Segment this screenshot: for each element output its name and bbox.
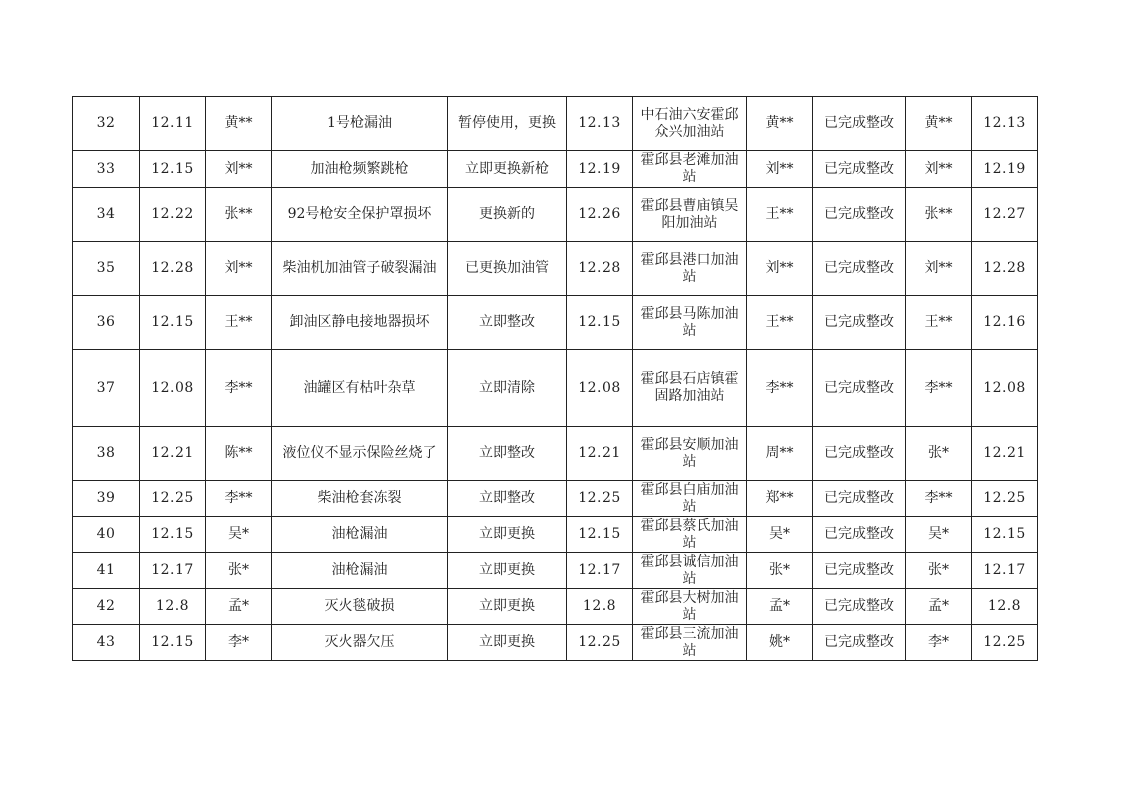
status-cell: 已完成整改 [813, 296, 906, 350]
inspector-cell: 刘** [206, 242, 272, 296]
checker-cell: 孟* [906, 589, 972, 625]
measure-cell: 暂停使用，更换 [448, 97, 567, 151]
row-number-cell: 32 [73, 97, 140, 151]
station-cell: 霍邱县白庙加油站 [633, 481, 747, 517]
completion-date-cell: 12.16 [972, 296, 1038, 350]
deadline-cell: 12.15 [567, 296, 633, 350]
station-cell: 霍邱县大树加油站 [633, 589, 747, 625]
found-date-cell: 12.22 [140, 188, 206, 242]
deadline-cell: 12.13 [567, 97, 633, 151]
table-row [73, 481, 1038, 517]
measure-cell: 更换新的 [448, 188, 567, 242]
inspector-cell: 李* [206, 625, 272, 661]
status-cell: 已完成整改 [813, 427, 906, 481]
responsible-person-cell: 刘** [747, 151, 813, 188]
row-number-cell: 33 [73, 151, 140, 188]
table-row [73, 151, 1038, 188]
completion-date-cell: 12.25 [972, 481, 1038, 517]
responsible-person-cell: 张* [747, 553, 813, 589]
status-cell: 已完成整改 [813, 481, 906, 517]
problem-cell: 1号枪漏油 [272, 97, 448, 151]
completion-date-cell: 12.27 [972, 188, 1038, 242]
completion-date-cell: 12.13 [972, 97, 1038, 151]
station-cell: 霍邱县老滩加油站 [633, 151, 747, 188]
responsible-person-cell: 刘** [747, 242, 813, 296]
status-cell: 已完成整改 [813, 625, 906, 661]
measure-cell: 立即更换 [448, 589, 567, 625]
checker-cell: 张* [906, 553, 972, 589]
table-row [73, 242, 1038, 296]
completion-date-cell: 12.8 [972, 589, 1038, 625]
table-row [73, 553, 1038, 589]
table-row [73, 97, 1038, 151]
status-cell: 已完成整改 [813, 589, 906, 625]
inspector-cell: 李** [206, 350, 272, 427]
table-row [73, 350, 1038, 427]
station-cell: 霍邱县诚信加油站 [633, 553, 747, 589]
found-date-cell: 12.17 [140, 553, 206, 589]
problem-cell: 卸油区静电接地器损坏 [272, 296, 448, 350]
row-number-cell: 42 [73, 589, 140, 625]
table-body [73, 97, 1038, 661]
completion-date-cell: 12.21 [972, 427, 1038, 481]
station-cell: 霍邱县石店镇霍固路加油站 [633, 350, 747, 427]
deadline-cell: 12.21 [567, 427, 633, 481]
status-cell: 已完成整改 [813, 517, 906, 553]
row-number-cell: 41 [73, 553, 140, 589]
responsible-person-cell: 李** [747, 350, 813, 427]
station-cell: 霍邱县马陈加油站 [633, 296, 747, 350]
deadline-cell: 12.25 [567, 481, 633, 517]
row-number-cell: 43 [73, 625, 140, 661]
row-number-cell: 36 [73, 296, 140, 350]
found-date-cell: 12.15 [140, 517, 206, 553]
table-row [73, 296, 1038, 350]
inspection-table [72, 96, 1038, 661]
responsible-person-cell: 吴* [747, 517, 813, 553]
measure-cell: 立即更换 [448, 517, 567, 553]
found-date-cell: 12.15 [140, 625, 206, 661]
deadline-cell: 12.8 [567, 589, 633, 625]
measure-cell: 立即更换 [448, 625, 567, 661]
checker-cell: 黄** [906, 97, 972, 151]
inspector-cell: 张* [206, 553, 272, 589]
station-cell: 中石油六安霍邱众兴加油站 [633, 97, 747, 151]
inspector-cell: 刘** [206, 151, 272, 188]
deadline-cell: 12.17 [567, 553, 633, 589]
checker-cell: 刘** [906, 242, 972, 296]
responsible-person-cell: 孟* [747, 589, 813, 625]
row-number-cell: 40 [73, 517, 140, 553]
found-date-cell: 12.21 [140, 427, 206, 481]
measure-cell: 立即整改 [448, 427, 567, 481]
inspector-cell: 陈** [206, 427, 272, 481]
status-cell: 已完成整改 [813, 350, 906, 427]
station-cell: 霍邱县港口加油站 [633, 242, 747, 296]
responsible-person-cell: 姚* [747, 625, 813, 661]
found-date-cell: 12.15 [140, 296, 206, 350]
measure-cell: 立即更换新枪 [448, 151, 567, 188]
responsible-person-cell: 郑** [747, 481, 813, 517]
status-cell: 已完成整改 [813, 151, 906, 188]
row-number-cell: 34 [73, 188, 140, 242]
checker-cell: 张* [906, 427, 972, 481]
deadline-cell: 12.26 [567, 188, 633, 242]
problem-cell: 液位仪不显示保险丝烧了 [272, 427, 448, 481]
found-date-cell: 12.25 [140, 481, 206, 517]
table-row [73, 188, 1038, 242]
checker-cell: 刘** [906, 151, 972, 188]
table-row [73, 589, 1038, 625]
checker-cell: 李* [906, 625, 972, 661]
measure-cell: 已更换加油管 [448, 242, 567, 296]
responsible-person-cell: 王** [747, 296, 813, 350]
checker-cell: 李** [906, 481, 972, 517]
row-number-cell: 37 [73, 350, 140, 427]
found-date-cell: 12.08 [140, 350, 206, 427]
deadline-cell: 12.15 [567, 517, 633, 553]
completion-date-cell: 12.17 [972, 553, 1038, 589]
deadline-cell: 12.25 [567, 625, 633, 661]
station-cell: 霍邱县蔡氏加油站 [633, 517, 747, 553]
inspector-cell: 张** [206, 188, 272, 242]
status-cell: 已完成整改 [813, 242, 906, 296]
inspector-cell: 王** [206, 296, 272, 350]
status-cell: 已完成整改 [813, 188, 906, 242]
station-cell: 霍邱县安顺加油站 [633, 427, 747, 481]
status-cell: 已完成整改 [813, 97, 906, 151]
found-date-cell: 12.8 [140, 589, 206, 625]
checker-cell: 王** [906, 296, 972, 350]
responsible-person-cell: 黄** [747, 97, 813, 151]
inspector-cell: 孟* [206, 589, 272, 625]
found-date-cell: 12.11 [140, 97, 206, 151]
completion-date-cell: 12.25 [972, 625, 1038, 661]
problem-cell: 油枪漏油 [272, 517, 448, 553]
found-date-cell: 12.15 [140, 151, 206, 188]
inspector-cell: 黄** [206, 97, 272, 151]
responsible-person-cell: 王** [747, 188, 813, 242]
found-date-cell: 12.28 [140, 242, 206, 296]
problem-cell: 灭火器欠压 [272, 625, 448, 661]
deadline-cell: 12.28 [567, 242, 633, 296]
problem-cell: 92号枪安全保护罩损坏 [272, 188, 448, 242]
problem-cell: 灭火毯破损 [272, 589, 448, 625]
problem-cell: 油枪漏油 [272, 553, 448, 589]
station-cell: 霍邱县三流加油站 [633, 625, 747, 661]
table-row [73, 625, 1038, 661]
measure-cell: 立即清除 [448, 350, 567, 427]
inspector-cell: 李** [206, 481, 272, 517]
status-cell: 已完成整改 [813, 553, 906, 589]
completion-date-cell: 12.19 [972, 151, 1038, 188]
inspector-cell: 吴* [206, 517, 272, 553]
measure-cell: 立即更换 [448, 553, 567, 589]
row-number-cell: 39 [73, 481, 140, 517]
table-row [73, 517, 1038, 553]
station-cell: 霍邱县曹庙镇吴阳加油站 [633, 188, 747, 242]
problem-cell: 柴油枪套冻裂 [272, 481, 448, 517]
checker-cell: 张** [906, 188, 972, 242]
checker-cell: 吴* [906, 517, 972, 553]
completion-date-cell: 12.08 [972, 350, 1038, 427]
completion-date-cell: 12.28 [972, 242, 1038, 296]
row-number-cell: 35 [73, 242, 140, 296]
problem-cell: 加油枪频繁跳枪 [272, 151, 448, 188]
measure-cell: 立即整改 [448, 296, 567, 350]
table-row [73, 427, 1038, 481]
deadline-cell: 12.19 [567, 151, 633, 188]
responsible-person-cell: 周** [747, 427, 813, 481]
problem-cell: 柴油机加油管子破裂漏油 [272, 242, 448, 296]
deadline-cell: 12.08 [567, 350, 633, 427]
problem-cell: 油罐区有枯叶杂草 [272, 350, 448, 427]
measure-cell: 立即整改 [448, 481, 567, 517]
completion-date-cell: 12.15 [972, 517, 1038, 553]
checker-cell: 李** [906, 350, 972, 427]
row-number-cell: 38 [73, 427, 140, 481]
